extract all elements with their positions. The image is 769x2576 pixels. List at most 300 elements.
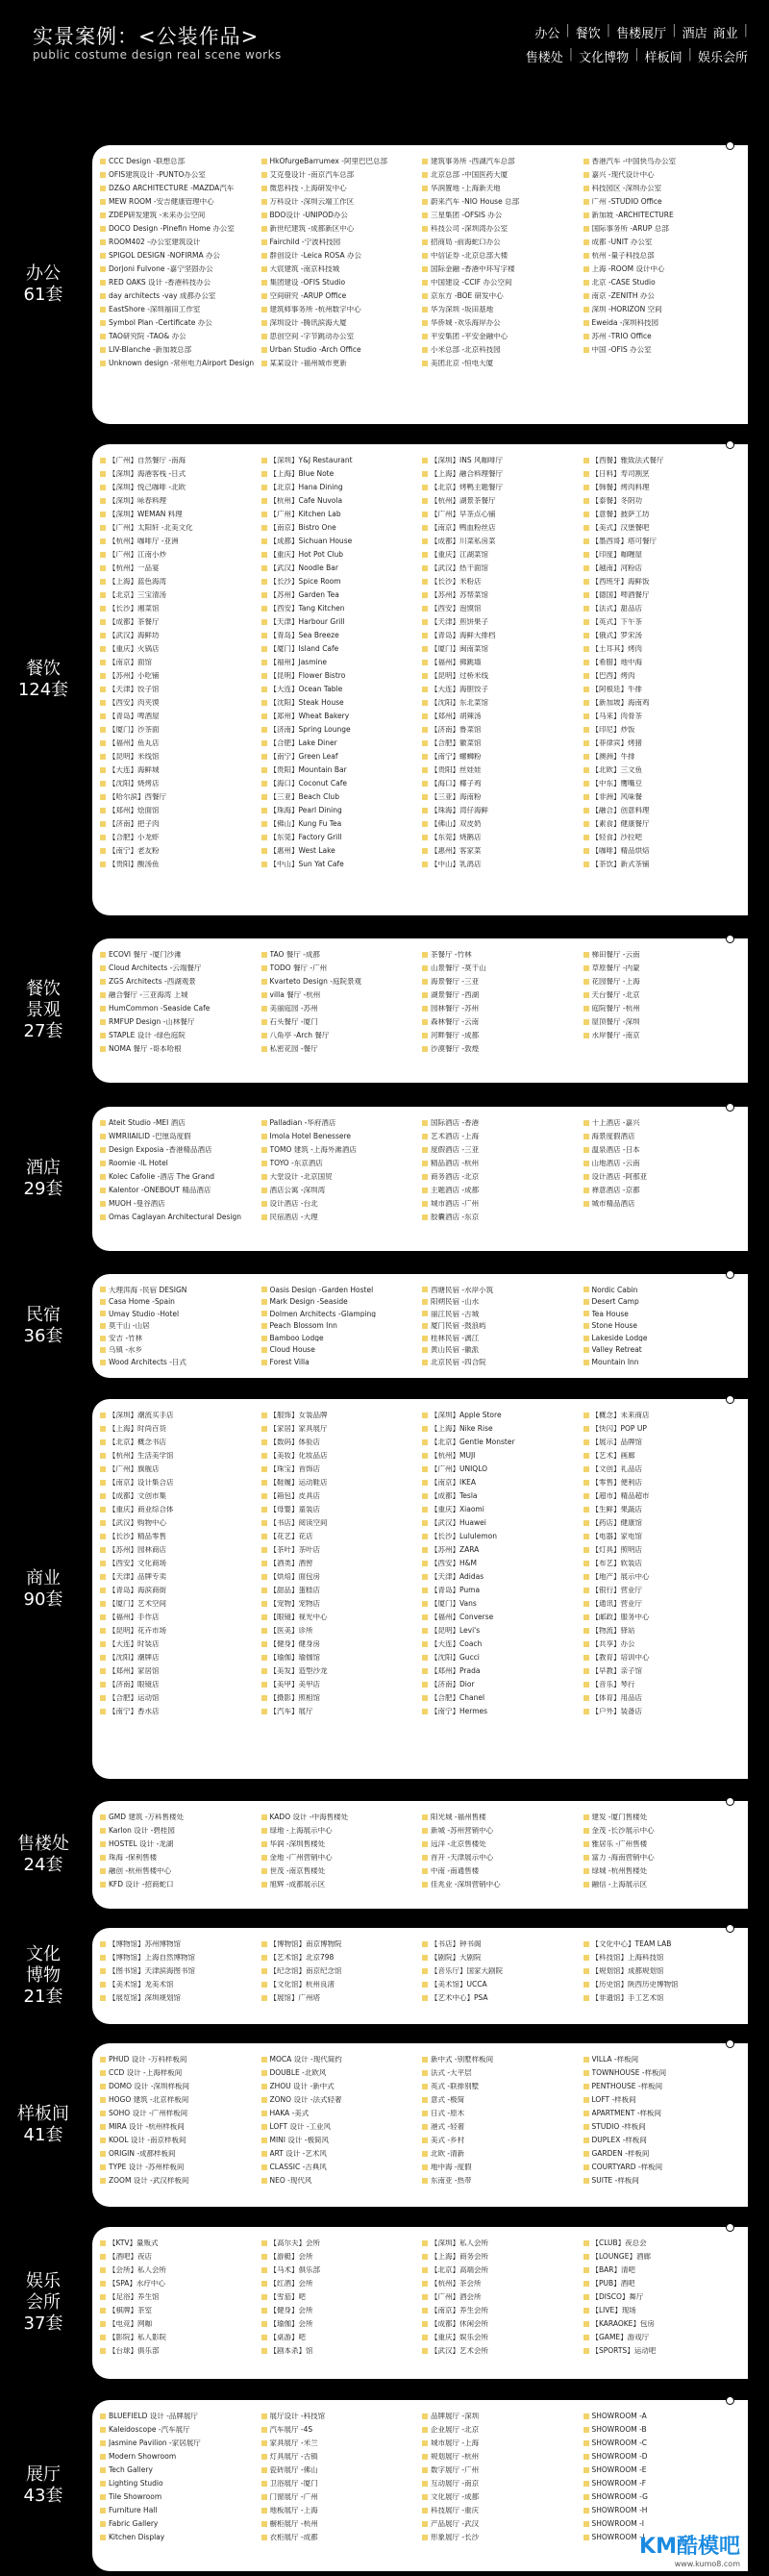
- project-name: 【苏州】ZARA: [431, 1546, 480, 1554]
- bullet-icon: [261, 2413, 267, 2419]
- project-item: [261, 669, 417, 683]
- bullet-icon: [583, 1493, 589, 1499]
- project-name: 【三亚】海南粉: [431, 793, 482, 801]
- project-name: 【大连】时装店: [109, 1640, 160, 1648]
- project-name: 【深圳】Apple Store: [431, 1412, 502, 1419]
- bullet-icon: [261, 1006, 267, 1012]
- bullet-icon: [422, 1709, 428, 1714]
- bullet-icon: [261, 646, 267, 652]
- project-name: 思创空间 -字节跳动办公室: [269, 333, 355, 340]
- bullet-icon: [422, 1641, 428, 1647]
- project-item: [261, 155, 417, 168]
- tag-separator: |: [687, 47, 692, 62]
- section-title-line: 24套: [23, 1855, 63, 1875]
- project-name: APARTMENT -样板间: [591, 2110, 662, 2117]
- project-name: 【贵阳】酸汤鱼: [109, 861, 160, 868]
- bullet-icon: [100, 1855, 106, 1861]
- project-name: 【艺术中心】PSA: [431, 1994, 488, 2002]
- project-name: 【青岛】Puma: [431, 1587, 481, 1594]
- project-name: 【电竞】网咖: [109, 2320, 152, 2328]
- project-name: 【大连】海胆饺子: [431, 686, 488, 693]
- project-item: [422, 2450, 578, 2463]
- project-item: [583, 642, 739, 656]
- project-item: [261, 777, 417, 790]
- project-item: [261, 1476, 417, 1489]
- project-item: [261, 276, 417, 289]
- project-item: [261, 2490, 417, 2504]
- bullet-icon: [422, 1134, 428, 1139]
- bullet-icon: [583, 713, 589, 719]
- project-name: 【甜品】蛋糕店: [269, 1587, 320, 1594]
- project-item: [100, 656, 256, 669]
- bullet-icon: [583, 2521, 589, 2527]
- project-name: 【母婴】童装店: [269, 1506, 320, 1513]
- bullet-icon: [422, 1574, 428, 1580]
- project-item: [583, 1597, 739, 1611]
- project-item: [422, 858, 578, 871]
- project-item: [422, 2080, 578, 2093]
- project-name: 胶囊酒店 -东京: [431, 1213, 480, 1221]
- bullet-icon: [422, 458, 428, 463]
- bullet-icon: [100, 2124, 106, 2130]
- bullet-icon: [261, 808, 267, 813]
- project-name: 【美术馆】龙美术馆: [109, 1981, 174, 1988]
- project-item: [261, 1170, 417, 1184]
- project-item: [583, 1296, 739, 1309]
- project-name: 【天津】饺子馆: [109, 686, 160, 693]
- project-item: [261, 357, 417, 370]
- bullet-icon: [583, 1628, 589, 1634]
- bullet-icon: [100, 1147, 106, 1153]
- bullet-icon: [583, 2454, 589, 2460]
- project-name: 【红酒】会所: [269, 2280, 313, 2288]
- project-name: 【深圳】私人会所: [431, 2239, 488, 2247]
- project-item: [100, 2517, 256, 2531]
- project-item: [422, 1611, 578, 1624]
- project-column: [422, 1811, 578, 1899]
- bullet-icon: [583, 1336, 589, 1341]
- bullet-icon: [100, 2138, 106, 2143]
- bullet-icon: [100, 2097, 106, 2103]
- project-item: [583, 962, 739, 975]
- project-item: [100, 1543, 256, 1557]
- project-item: [422, 1476, 578, 1489]
- project-name: 【厦门】闽南菜馆: [431, 645, 488, 653]
- project-item: [583, 1332, 739, 1344]
- project-name: 【快闪】POP UP: [591, 1425, 647, 1433]
- bullet-icon: [100, 2240, 106, 2246]
- bullet-icon: [422, 213, 428, 218]
- project-item: [422, 2423, 578, 2437]
- bullet-icon: [422, 512, 428, 517]
- project-item: [422, 629, 578, 642]
- project-item: [422, 948, 578, 962]
- project-name: Cloud Architects -云端餐厅: [109, 964, 202, 972]
- project-item: [100, 962, 256, 975]
- project-item: [422, 1691, 578, 1705]
- bullet-icon: [261, 1561, 267, 1566]
- project-name: 【成都】Tesla: [431, 1492, 478, 1500]
- bullet-icon: [583, 186, 589, 191]
- bullet-icon: [261, 794, 267, 800]
- section-card: [92, 2227, 748, 2379]
- bullet-icon: [583, 1287, 589, 1292]
- project-column: [583, 1938, 739, 2014]
- bullet-icon: [261, 334, 267, 339]
- section-title: [2, 2104, 85, 2146]
- section-title-line: 博物: [26, 1965, 61, 1986]
- project-item: [583, 1811, 739, 1824]
- project-name: 小米总部 -北京科技园: [431, 346, 501, 354]
- project-item: [100, 723, 256, 737]
- project-name: 东南亚 -热带: [431, 2177, 472, 2185]
- project-name: 门窗展厅 -广州: [269, 2493, 318, 2501]
- bullet-icon: [261, 1019, 267, 1025]
- bullet-icon: [583, 1201, 589, 1207]
- bullet-icon: [583, 1188, 589, 1193]
- bullet-icon: [583, 1547, 589, 1553]
- bullet-icon: [261, 1668, 267, 1674]
- bullet-icon: [100, 458, 106, 463]
- bullet-icon: [261, 1855, 267, 1861]
- project-item: [422, 1320, 578, 1333]
- project-item: [583, 521, 739, 535]
- bullet-icon: [261, 2164, 267, 2170]
- project-item: [422, 1584, 578, 1597]
- project-name: Eweida -深圳科技园: [591, 319, 659, 327]
- project-item: [261, 1824, 417, 1838]
- tag-separator: |: [743, 23, 748, 38]
- project-item: [261, 222, 417, 236]
- project-name: 【南京】鸭血粉丝店: [431, 524, 496, 532]
- bullet-icon: [583, 2070, 589, 2076]
- project-name: 品牌展厅 -深圳: [431, 2413, 480, 2420]
- project-item: [583, 2290, 739, 2304]
- project-name: 丽江民宿 -古城: [431, 1310, 480, 1318]
- bullet-icon: [261, 253, 267, 259]
- project-item: [100, 2120, 256, 2134]
- project-name: 【广州】UNIQLO: [431, 1465, 488, 1473]
- section-title-line: 商业: [26, 1567, 61, 1588]
- project-name: 屋顶餐厅 -深圳: [591, 1018, 640, 1026]
- bullet-icon: [583, 592, 589, 598]
- project-item: [261, 209, 417, 222]
- project-item: [583, 1530, 739, 1543]
- bullet-icon: [261, 1614, 267, 1620]
- project-item: [261, 1130, 417, 1143]
- project-item: [261, 1864, 417, 1878]
- bullet-icon: [583, 1828, 589, 1834]
- project-name: HkOfurgeBarrumex -阿里巴巴总部: [269, 158, 387, 165]
- bullet-icon: [422, 700, 428, 706]
- project-column: [261, 2410, 417, 2562]
- bullet-icon: [583, 1968, 589, 1974]
- bullet-icon: [100, 1466, 106, 1472]
- project-name: 厦门民宿 -鼓浪屿: [431, 1322, 486, 1330]
- bullet-icon: [583, 740, 589, 746]
- bullet-icon: [261, 1466, 267, 1472]
- project-item: [100, 1664, 256, 1678]
- bullet-icon: [100, 740, 106, 746]
- project-item: [261, 2080, 417, 2093]
- project-item: [261, 316, 417, 330]
- section-marker-dot: [726, 935, 734, 943]
- project-item: [100, 1991, 256, 2005]
- project-name: 【西安】肉夹馍: [109, 699, 160, 707]
- project-item: [261, 263, 417, 276]
- bullet-icon: [422, 848, 428, 854]
- project-item: [583, 276, 739, 289]
- project-item: [261, 2250, 417, 2263]
- project-item: [422, 155, 578, 168]
- project-name: 【中山】乳鸽店: [431, 861, 482, 868]
- bullet-icon: [583, 1347, 589, 1353]
- project-item: [422, 1938, 578, 1951]
- bullet-icon: [422, 862, 428, 867]
- project-item: [261, 481, 417, 494]
- bullet-icon: [583, 213, 589, 218]
- project-column: [261, 454, 417, 906]
- bullet-icon: [261, 266, 267, 272]
- project-item: [261, 1409, 417, 1422]
- project-name: MOCA 设计 -现代简约: [269, 2056, 342, 2063]
- project-item: [100, 1296, 256, 1309]
- project-item: [100, 357, 256, 370]
- bullet-icon: [422, 1120, 428, 1126]
- project-name: MINI 设计 -极简风: [269, 2137, 329, 2144]
- project-name: 水岸餐厅 -南京: [591, 1032, 640, 1039]
- project-item: [100, 2437, 256, 2450]
- project-item: [261, 2290, 417, 2304]
- project-name: 苏州 -TRIO Office: [591, 333, 652, 340]
- project-name: Casa Home -Spain: [109, 1298, 175, 1306]
- bullet-icon: [261, 1588, 267, 1593]
- project-item: [422, 1864, 578, 1878]
- project-item: [583, 2107, 739, 2120]
- page-title: 实景案例：<公装作品>: [33, 25, 260, 48]
- project-name: RED OAKS 设计 -香港科技办公: [109, 279, 211, 287]
- project-item: [422, 669, 578, 683]
- bullet-icon: [583, 512, 589, 517]
- project-name: 【地产】展示中心: [591, 1573, 650, 1581]
- project-name: 大堂设计 -北京国贸: [269, 1173, 333, 1181]
- bullet-icon: [100, 1995, 106, 2001]
- bullet-icon: [422, 1941, 428, 1947]
- project-item: [583, 168, 739, 182]
- bullet-icon: [100, 1287, 106, 1292]
- bullet-icon: [261, 2124, 267, 2130]
- bullet-icon: [422, 2440, 428, 2446]
- project-name: Lighting Studio: [109, 2480, 163, 2488]
- project-item: [583, 1409, 739, 1422]
- project-item: [261, 2317, 417, 2331]
- project-name: 【郑州】胡辣汤: [431, 713, 482, 720]
- bullet-icon: [422, 1006, 428, 1012]
- project-item: [583, 182, 739, 195]
- project-name: SHOWROOM -G: [591, 2493, 648, 2501]
- project-name: 融合餐厅 -三亚海湾 上城: [109, 991, 188, 999]
- project-name: 【郑州】Wheat Bakery: [269, 713, 350, 720]
- project-name: 【非洲】风味餐: [591, 793, 642, 801]
- project-name: 【苏州】苏帮菜馆: [431, 591, 488, 599]
- project-item: [422, 2344, 578, 2358]
- project-item: [422, 804, 578, 817]
- project-item: [261, 575, 417, 588]
- project-name: LOFT 设计 -工业风: [269, 2123, 332, 2131]
- project-item: [422, 1344, 578, 1357]
- project-name: 乌镇 -水乡: [109, 1346, 143, 1354]
- project-item: [100, 1503, 256, 1516]
- project-item: [422, 1130, 578, 1143]
- project-name: 【深圳】悦己咖啡 -北欧: [109, 484, 186, 491]
- project-item: [100, 343, 256, 357]
- project-column: [583, 1284, 739, 1368]
- bullet-icon: [583, 1360, 589, 1365]
- project-item: [261, 1015, 417, 1029]
- bullet-icon: [583, 485, 589, 490]
- bullet-icon: [583, 320, 589, 326]
- project-item: [583, 343, 739, 357]
- project-item: [422, 195, 578, 209]
- bullet-icon: [261, 1347, 267, 1353]
- project-item: [100, 303, 256, 316]
- project-item: [422, 1308, 578, 1320]
- project-name: 【南宁】老友粉: [109, 847, 160, 855]
- project-name: 【大连】Ocean Table: [269, 686, 343, 693]
- project-name: Mountain Inn: [591, 1358, 639, 1366]
- bullet-icon: [100, 1311, 106, 1316]
- project-name: Stone House: [591, 1322, 638, 1330]
- project-item: [100, 454, 256, 467]
- bullet-icon: [261, 952, 267, 958]
- project-item: [583, 249, 739, 263]
- bullet-icon: [422, 1968, 428, 1974]
- bullet-icon: [100, 992, 106, 998]
- project-item: [422, 222, 578, 236]
- project-name: 【影院】私人影院: [109, 2334, 166, 2341]
- project-item: [100, 2250, 256, 2263]
- project-item: [100, 236, 256, 249]
- bullet-icon: [422, 1868, 428, 1874]
- project-name: 【天津】Adidas: [431, 1573, 484, 1581]
- bullet-icon: [422, 1413, 428, 1418]
- project-name: 【成都】茶餐厅: [109, 618, 160, 626]
- project-item: [583, 629, 739, 642]
- project-item: [100, 2093, 256, 2107]
- project-name: 【济南】Dior: [431, 1681, 475, 1688]
- project-item: [100, 1964, 256, 1978]
- bullet-icon: [583, 2240, 589, 2246]
- bullet-icon: [583, 1147, 589, 1153]
- project-name: 【杭州】咖啡厅 -亚洲: [109, 538, 179, 545]
- project-name: GMD 建筑 -万科售楼处: [109, 1813, 185, 1821]
- project-name: 【昆明】Flower Bistro: [269, 672, 346, 680]
- category-tag: 样板间: [644, 51, 682, 65]
- project-item: [583, 948, 739, 962]
- project-name: 【台球】俱乐部: [109, 2347, 160, 2355]
- project-name: 【重庆】商业综合体: [109, 1506, 174, 1513]
- project-item: [583, 1002, 739, 1015]
- bullet-icon: [261, 2481, 267, 2487]
- project-name: COURTYARD -样板间: [591, 2163, 663, 2171]
- bullet-icon: [100, 2467, 106, 2473]
- project-item: [100, 975, 256, 988]
- bullet-icon: [583, 821, 589, 827]
- bullet-icon: [100, 2494, 106, 2500]
- project-column: [100, 1284, 256, 1368]
- project-item: [583, 2080, 739, 2093]
- bullet-icon: [100, 226, 106, 232]
- project-name: 形象展厅 -长沙: [431, 2534, 480, 2541]
- project-item: [261, 1320, 417, 1333]
- project-item: [583, 2304, 739, 2317]
- project-name: 【银行】营业厅: [591, 1587, 642, 1594]
- bullet-icon: [583, 1480, 589, 1486]
- section-tab: [0, 1928, 85, 2024]
- project-name: 【昆明】Levi's: [431, 1627, 481, 1635]
- project-item: [422, 209, 578, 222]
- project-item: [100, 696, 256, 710]
- bullet-icon: [261, 1413, 267, 1418]
- bullet-icon: [583, 1855, 589, 1861]
- project-item: [100, 1211, 256, 1224]
- project-item: [422, 1029, 578, 1042]
- project-item: [422, 602, 578, 615]
- project-name: 【图书馆】天津滨海图书馆: [109, 1967, 195, 1975]
- bullet-icon: [100, 1868, 106, 1874]
- project-name: 【郑州】烩面馆: [109, 807, 160, 814]
- project-name: EastShore -深圳福田工作室: [109, 306, 201, 313]
- project-name: 融信 -上海展示区: [591, 1881, 648, 1888]
- section-card: [92, 1274, 748, 1378]
- project-column: [422, 1116, 578, 1241]
- bullet-icon: [583, 2097, 589, 2103]
- project-name: ZGS Architects -西湖观景: [109, 978, 196, 986]
- project-item: [100, 1197, 256, 1211]
- project-name: 【三亚】Beach Club: [269, 793, 339, 801]
- project-item: [100, 2174, 256, 2188]
- project-column: [100, 1938, 256, 2014]
- bullet-icon: [422, 307, 428, 313]
- project-name: 梯田餐厅 -云南: [591, 951, 640, 959]
- project-item: [261, 2450, 417, 2463]
- section-showflat: [0, 2043, 769, 2207]
- project-item: [583, 236, 739, 249]
- project-item: [422, 1436, 578, 1449]
- project-item: [100, 2531, 256, 2544]
- project-item: [583, 683, 739, 696]
- project-name: DUPLEX -样板间: [591, 2137, 647, 2144]
- bullet-icon: [583, 1668, 589, 1674]
- bullet-icon: [583, 2294, 589, 2300]
- project-name: 【茶饮】新式茶铺: [591, 861, 650, 868]
- project-item: [583, 1938, 739, 1951]
- project-name: 【广州】旗舰店: [109, 1465, 160, 1473]
- bullet-icon: [100, 159, 106, 164]
- project-name: 【融合】创意料理: [591, 807, 650, 814]
- project-item: [583, 2463, 739, 2477]
- project-name: 【新加坡】海南鸡: [591, 699, 650, 707]
- bullet-icon: [261, 186, 267, 191]
- project-name: MUOH -曼谷酒店: [109, 1200, 165, 1208]
- project-item: [422, 263, 578, 276]
- project-item: [100, 168, 256, 182]
- project-item: [583, 737, 739, 750]
- bullet-icon: [261, 848, 267, 854]
- bullet-icon: [261, 2111, 267, 2116]
- bullet-icon: [583, 2084, 589, 2089]
- section-tab: [0, 1274, 85, 1378]
